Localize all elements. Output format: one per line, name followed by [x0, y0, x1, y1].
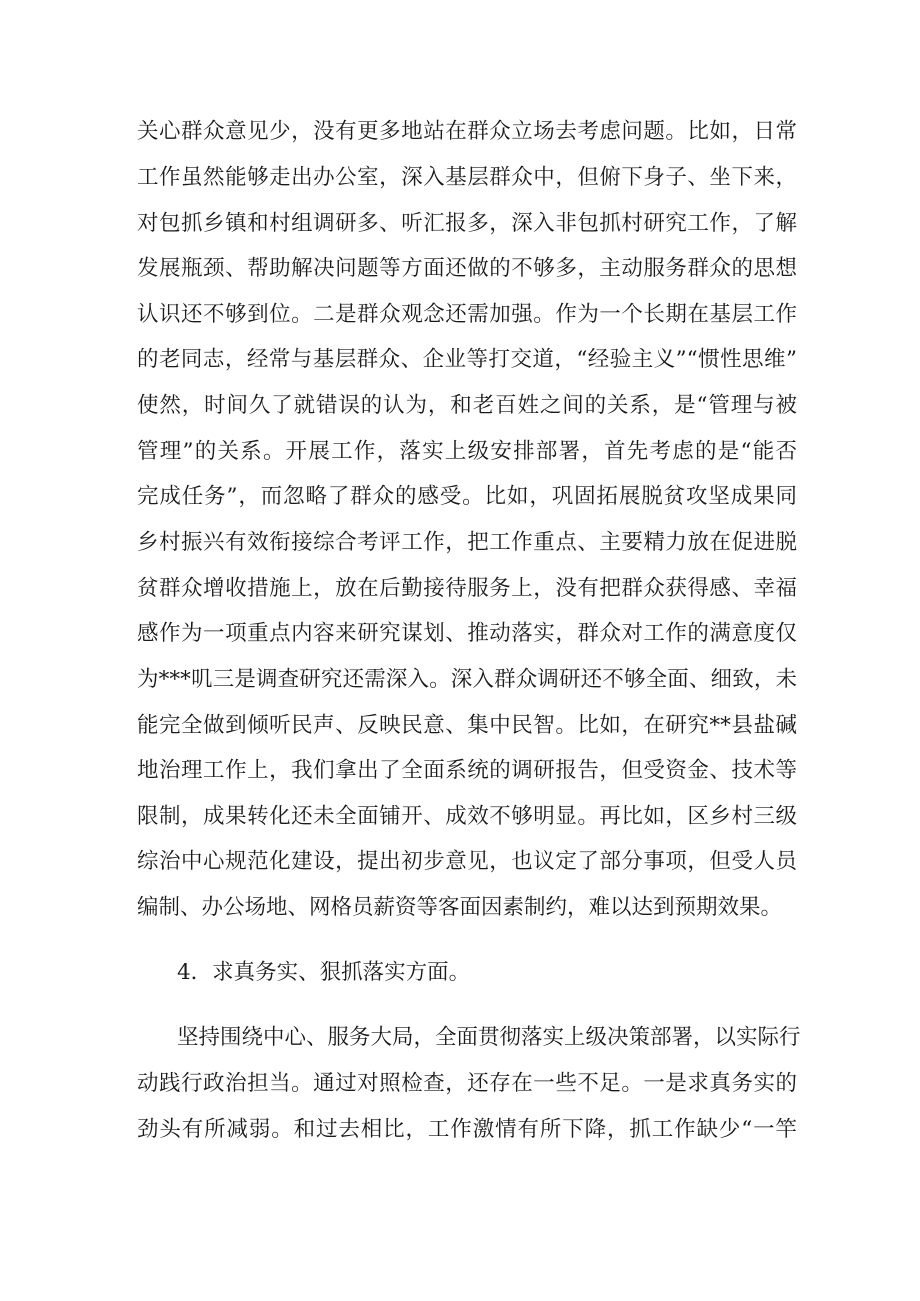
text-line: 管理”的关系。开展工作，落实上级安排部署，首先考虑的是“能否	[137, 439, 797, 464]
text-line: 限制，成果转化还未全面铺开、成效不够明显。再比如，区乡村三级	[137, 804, 797, 829]
text-line: 编制、办公场地、网格员薪资等客面因素制约，难以达到预期效果。	[137, 895, 783, 920]
text-line: 工作虽然能够走出办公室，深入基层群众中，但俯下身子、坐下来，	[137, 165, 797, 190]
section-heading: 4．求真务实、狠抓落实方面。	[177, 960, 471, 985]
text-line: 认识还不够到位。二是群众观念还需加强。作为一个长期在基层工作	[137, 302, 797, 327]
text-line: 动践行政治担当。通过对照检查，还存在一些不足。一是求真务实的	[137, 1071, 797, 1096]
text-line: 对包抓乡镇和村组调研多、听汇报多，深入非包抓村研究工作，了解	[137, 211, 797, 236]
text-line: 地治理工作上，我们拿出了全面系统的调研报告，但受资金、技术等	[137, 758, 797, 783]
text-line: 的老同志，经常与基层群众、企业等打交道，“经验主义”“惯性思维”	[137, 347, 797, 372]
text-line: 能完全做到倾听民声、反映民意、集中民智。比如，在研究**县盐碱	[137, 713, 797, 738]
text-line: 乡村振兴有效衔接综合考评工作，把工作重点、主要精力放在促进脱	[137, 530, 797, 555]
text-line: 劲头有所减弱。和过去相比，工作激情有所下降，抓工作缺少“一竿	[137, 1117, 797, 1142]
text-line: 坚持围绕中心、服务大局，全面贯彻落实上级决策部署，以实际行	[177, 1025, 801, 1050]
text-line: 综治中心规范化建设，提出初步意见，也议定了部分事项，但受人员	[137, 849, 797, 874]
text-line: 使然，时间久了就错误的认为，和老百姓之间的关系，是“管理与被	[137, 393, 797, 418]
text-line: 完成任务”，而忽略了群众的感受。比如，巩固拓展脱贫攻坚成果同	[137, 484, 797, 509]
text-line: 贫群众增收措施上，放在后勤接待服务上，没有把群众获得感、幸福	[137, 576, 797, 601]
text-line: 感作为一项重点内容来研究谋划、推动落实，群众对工作的满意度仅	[137, 621, 797, 646]
text-line: 为***叽三是调查研究还需深入。深入群众调研还不够全面、细致，未	[137, 667, 797, 692]
text-line: 关心群众意见少，没有更多地站在群众立场去考虑问题。比如，日常	[137, 119, 797, 144]
text-line: 发展瓶颈、帮助解决问题等方面还做的不够多，主动服务群众的思想	[137, 256, 797, 281]
